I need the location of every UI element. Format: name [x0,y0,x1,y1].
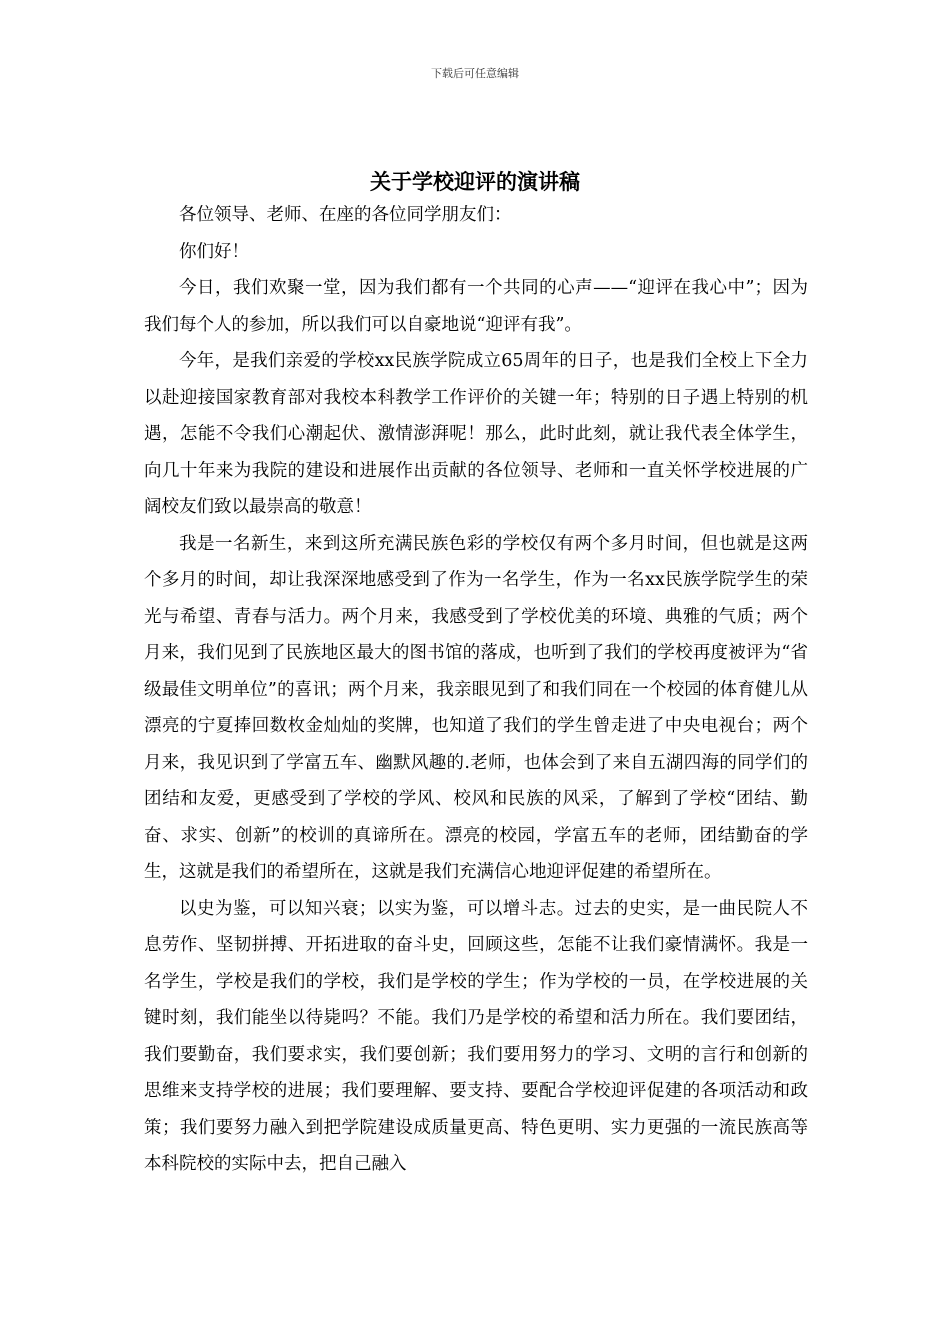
page-header-note: 下载后可任意编辑 [431,67,519,80]
paragraph-greeting: 你们好！ [179,241,249,262]
paragraph: 今年，是我们亲爱的学校xx民族学院成立65周年的日子，也是我们全校上下全力以赴迎接国家教育部对我校本科教学工作评价的关键一年；特别的日子遇上特别的机遇，怎能不令我们心潮起伏、激情澎湃呢！那么，此时此刻，就让我代表全体学生，向几十年来为我院的建设和进展作出贡献的各位领导、老师和一直关怀学校进展的广阔校友们致以最崇高的敬意！ [144,351,808,517]
paragraph: 以史为鉴，可以知兴衰；以实为鉴，可以增斗志。过去的史实，是一曲民院人不息劳作、坚韧拼搏、开拓进取的奋斗史，回顾这些，怎能不让我们豪情满怀。我是一名学生，学校是我们的学校，我们是学校的学生；作为学校的一员，在学校进展的关键时刻，我们能坐以待毙吗？不能。我们乃是学校的希望和活力所在。我们要团结，我们要勤奋，我们要求实，我们要创新；我们要用努力的学习、文明的言行和创新的思维来支持学校的进展；我们要理解、要支持、要配合学校迎评促建的各项活动和政策；我们要努力融入到把学院建设成质量更高、特色更明、实力更强的一流民族高等本科院校的实际中去，把自己融入 [144,898,808,1174]
paragraph-salutation: 各位领导、老师、在座的各位同学朋友们： [179,205,512,225]
paragraph: 今日，我们欢聚一堂，因为我们都有一个共同的心声——“迎评在我心中”；因为我们每个人的参加，所以我们可以自豪地说“迎评有我”。 [144,278,808,335]
document-title: 关于学校迎评的演讲稿 [370,169,580,195]
paragraph: 我是一名新生，来到这所充满民族色彩的学校仅有两个多月时间，但也就是这两个多月的时间，却让我深深地感受到了作为一名学生，作为一名xx民族学院学生的荣光与希望、青春与活力。两个月来，我感受到了学校优美的环境、典雅的气质；两个月来，我们见到了民族地区最大的图书馆的落成，也听到了我们的学校再度被评为“省级最佳文明单位”的喜讯；两个月来，我亲眼见到了和我们同在一个校园的体育健儿从漂亮的宁夏捧回数枚金灿灿的奖牌，也知道了我们的学生曾走进了中央电视台；两个月来，我见识到了学富五车、幽默风趣的.老师，也体会到了来自五湖四海的同学们的团结和友爱，更感受到了学校的学风、校风和民族的风采，了解到了学校“团结、勤奋、求实、创新”的校训的真谛所在。漂亮的校园，学富五车的老师，团结勤奋的学生，这就是我们的希望所在，这就是我们充满信心地迎评促建的希望所在。 [144,533,808,882]
document-body [144,197,808,1183]
